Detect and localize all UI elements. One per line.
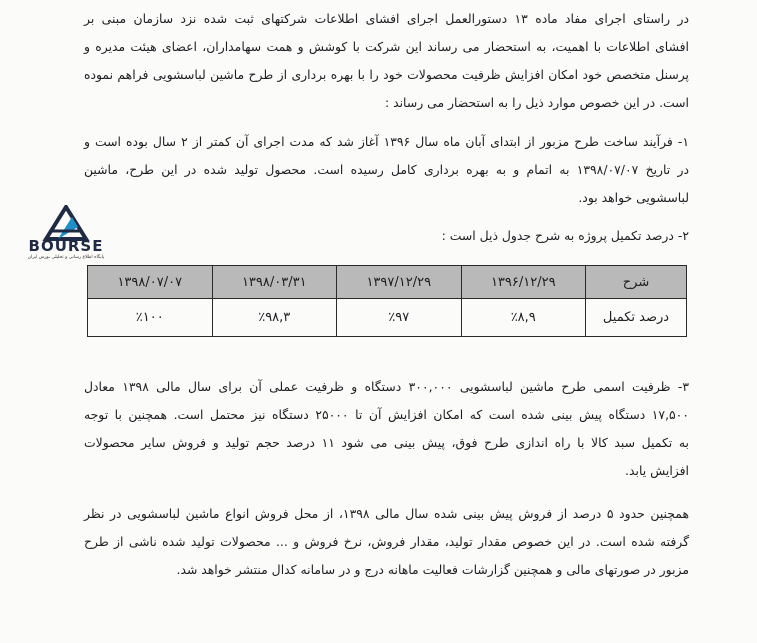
table-cell: ٪۸,۹ <box>461 299 586 337</box>
item-3-paragraph <box>84 373 689 485</box>
item-1-paragraph <box>84 128 689 212</box>
text-line: ۱- فرآیند ساخت طرح مزبور از ابتدای آبان ماه سال ۱۳۹۶ آغاز شد که مدت اجرای آن کمتر از ۲ سال بوده است و <box>84 134 689 149</box>
item-2-paragraph <box>84 222 689 250</box>
table-cell: ٪۹۸,۳ <box>212 299 337 337</box>
table-header-cell: ۱۳۹۷/۱۲/۲۹ <box>337 266 462 299</box>
text-line: در تاریخ ۱۳۹۸/۰۷/۰۷ به اتمام و به بهره برداری کامل رسیده است. محصول تولید شده در این طرح، ماشین <box>84 162 689 177</box>
intro-paragraph <box>84 5 689 117</box>
text-line: ۱۷,۵۰۰ دستگاه پیش بینی شده است که امکان افزایش آن تا ۲۵۰۰۰ دستگاه نیز محتمل است. همچنین با توجه <box>84 407 689 422</box>
text-line: به تکمیل سبد کالا با راه اندازی طرح فوق، پیش بینی می شود ۱۱ درصد حجم تولید و فروش سایر محصولات <box>84 435 689 450</box>
table-cell: درصد تکمیل <box>586 299 687 337</box>
text-line: در راستای اجرای مفاد ماده ۱۳ دستورالعمل اجرای افشای اطلاعات شرکتهای ثبت شده نزد سازمان مبنی بر <box>84 11 689 26</box>
text-line: گرفته شده است. در این خصوص مقدار تولید، مقدار فروش، نرخ فروش و ... محصولات تولید شده ناشی از طرح <box>84 534 689 549</box>
completion-table <box>87 265 687 337</box>
text-line: لباسشویی خواهد بود. <box>578 190 689 205</box>
table-cell: ٪۹۷ <box>337 299 462 337</box>
logo-tagline: پایگاه اطلاع رسانی و تحلیلی بورس ایران <box>27 255 105 260</box>
text-line: همچنین حدود ۵ درصد از فروش پیش بینی شده سال مالی ۱۳۹۸، از محل فروش انواع ماشین لباسشویی در نظر <box>84 506 689 521</box>
logo-wordmark: BOURSE <box>28 237 104 255</box>
text-line: افشای اطلاعات با اهمیت، به استحضار می رساند این شرکت با کوشش و همت سهامداران، اعضای هیئت مدیره و <box>84 39 689 54</box>
table-header-row <box>88 266 687 299</box>
text-line: مزبور در صورتهای مالی و همچنین گزارشات فعالیت ماهانه درج و در سامانه کدال منتشر خواهد شد. <box>176 562 689 577</box>
table-cell: ٪۱۰۰ <box>88 299 213 337</box>
text-line: ۳- ظرفیت اسمی طرح ماشین لباسشویی ۳۰۰,۰۰۰ دستگاه و ظرفیت عملی آن برای سال مالی ۱۳۹۸ معادل <box>84 379 689 394</box>
text-line: پرسنل متخصص خود امکان افزایش ظرفیت محصولات خود را با بهره برداری از طرح ماشین لباسشویی فراهم نموده <box>84 67 689 82</box>
table-header-cell: شرح <box>586 266 687 299</box>
table-header-cell: ۱۳۹۶/۱۲/۲۹ <box>461 266 586 299</box>
table-header-cell: ۱۳۹۸/۰۷/۰۷ <box>88 266 213 299</box>
closing-paragraph <box>84 500 689 584</box>
text-line: افزایش یابد. <box>625 463 689 478</box>
table-header-cell: ۱۳۹۸/۰۳/۳۱ <box>212 266 337 299</box>
table-row <box>88 299 687 337</box>
text-line: ۲- درصد تکمیل پروژه به شرح جدول ذیل است : <box>441 228 689 243</box>
text-line: است. در این خصوص موارد ذیل را به استحضار می رساند : <box>384 95 689 110</box>
